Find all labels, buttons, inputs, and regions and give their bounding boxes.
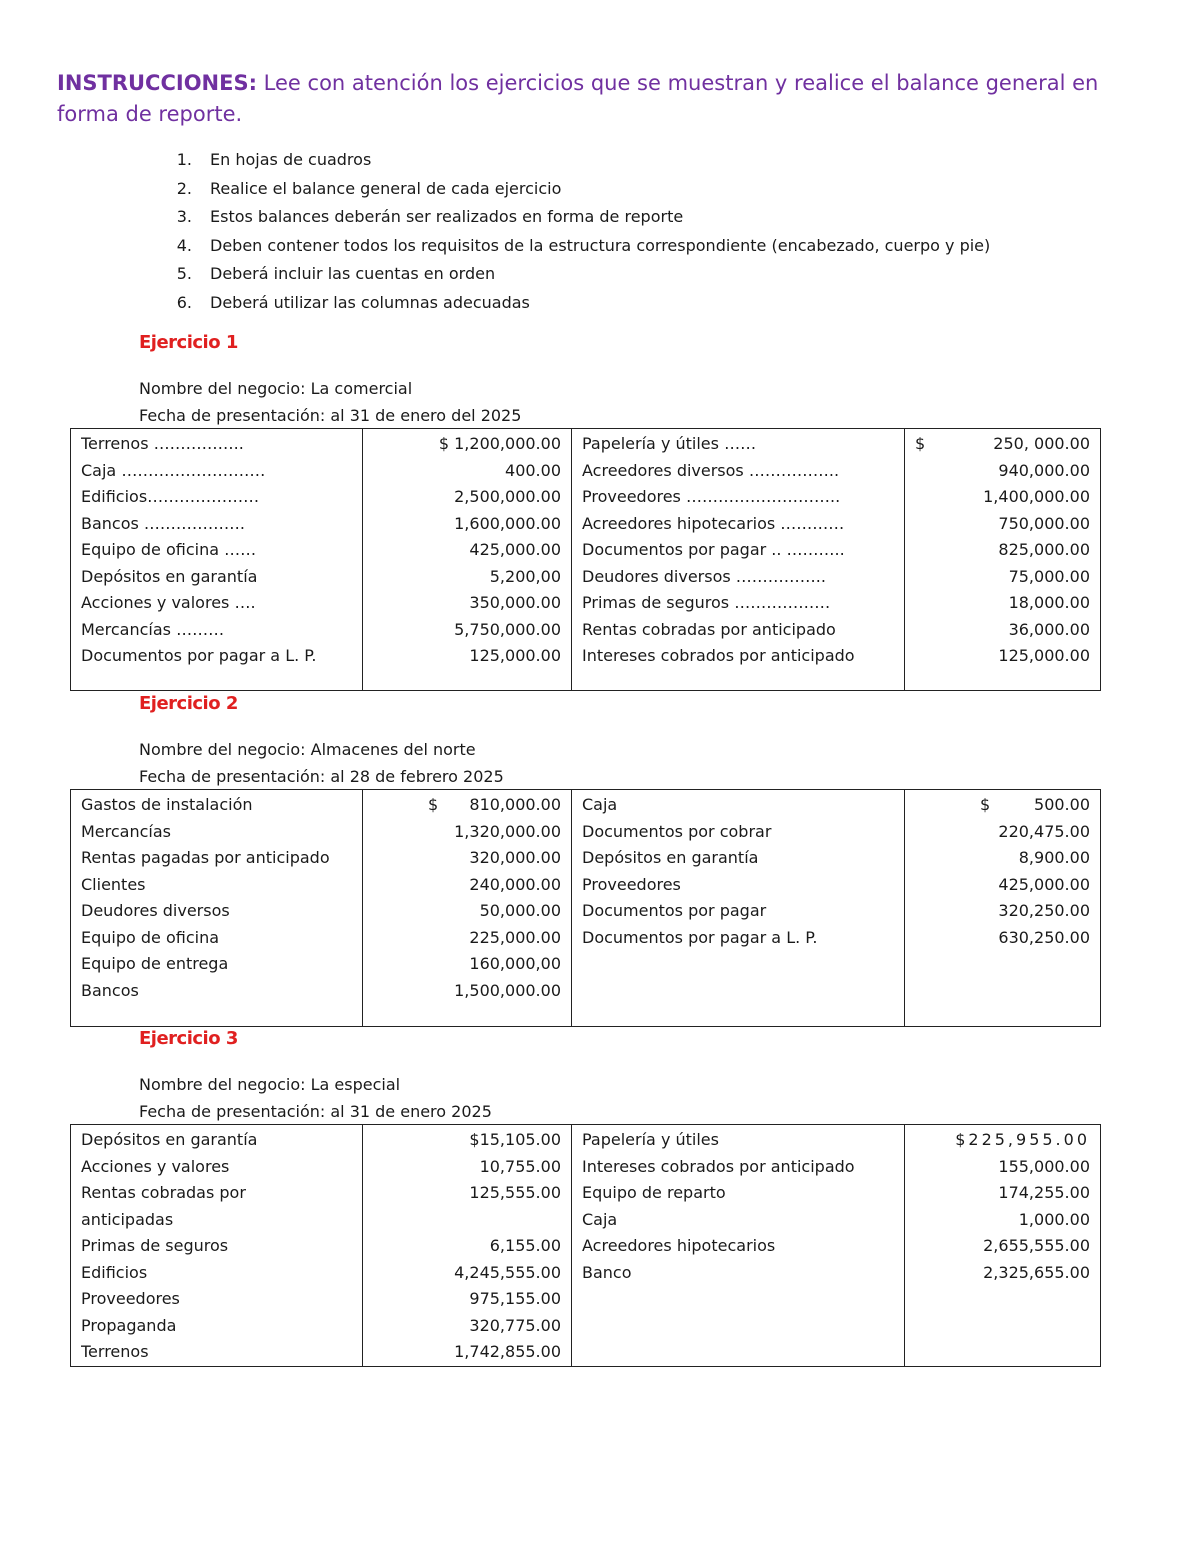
exercise-1-right-accounts: Papelería y útiles …… Acreedores diversos …………….. Proveedores ……………………….. Acreedores hipotecarios ………… Documentos por pagar .. ……….. Deudores diversos …………….. Primas de seguros ……………… Rentas cobradas por anticipado Intereses cobrados por anticipado bbox=[572, 429, 905, 691]
instructions-title bbox=[57, 68, 1117, 130]
list-item: 5. Deberá incluir las cuentas en orden bbox=[176, 264, 496, 284]
exercise-1-left-accounts: Terrenos …………….. Caja ……………………… Edificios………………… Bancos ………………. Equipo de oficina …… Depósitos en garantía Acciones y valores …. Mercancías ……… Documentos por pagar a L. P. bbox=[71, 429, 363, 691]
exercise-3-right-accounts: Papelería y útiles Intereses cobrados por anticipado Equipo de reparto Caja Acreedores hipotecarios Banco bbox=[572, 1125, 905, 1367]
exercise-2-right-amounts: $ 500.00 220,475.00 8,900.00 425,000.00 320,250.00 630,250.00 bbox=[905, 790, 1101, 1027]
list-item: 4. Deben contener todos los requisitos de la estructura correspondiente (encabezado, cuerpo y pie) bbox=[176, 235, 991, 255]
exercise-2-meta bbox=[139, 736, 504, 790]
instructions-text: Lee con atención los ejercicios que se muestran y realice el balance general en forma de reporte. bbox=[57, 71, 1099, 126]
exercise-1-heading: Ejercicio 1 bbox=[139, 332, 238, 353]
exercise-3-right-amounts: $225,955.00 155,000.00 174,255.00 1,000.00 2,655,555.00 2,325,655.00 bbox=[905, 1125, 1101, 1367]
presentation-date: Fecha de presentación: al 31 de enero 2025 bbox=[139, 1102, 492, 1121]
exercise-1-table bbox=[70, 428, 1101, 691]
exercise-1-right-amounts: $ 250, 000.00 940,000.00 1,400,000.00 750,000.00 825,000.00 75,000.00 18,000.00 36,000.00 125,000.00 bbox=[905, 429, 1101, 691]
business-name: Nombre del negocio: La especial bbox=[139, 1075, 401, 1094]
exercise-1-meta bbox=[139, 375, 521, 429]
business-name: Nombre del negocio: Almacenes del norte bbox=[139, 740, 476, 759]
list-item: 1. En hojas de cuadros bbox=[176, 150, 372, 169]
exercise-2-left-accounts: Gastos de instalación Mercancías Rentas pagadas por anticipado Clientes Deudores diversos Equipo de oficina Equipo de entrega Bancos bbox=[71, 790, 363, 1027]
list-item: 6. Deberá utilizar las columnas adecuadas bbox=[176, 292, 530, 312]
business-name: Nombre del negocio: La comercial bbox=[139, 379, 413, 398]
exercise-2-table bbox=[70, 789, 1101, 1027]
exercise-2-left-amounts: $ 810,000.00 1,320,000.00 320,000.00 240,000.00 50,000.00 225,000.00 160,000,00 1,500,000.00 bbox=[363, 790, 572, 1027]
exercise-3-meta bbox=[139, 1071, 492, 1125]
list-item: 2. Realice el balance general de cada ejercicio bbox=[176, 178, 562, 198]
exercise-2-heading: Ejercicio 2 bbox=[139, 693, 238, 714]
exercise-3-left-accounts: Depósitos en garantía Acciones y valores Rentas cobradas por anticipadas Primas de seguros Edificios Proveedores Propaganda Terrenos bbox=[71, 1125, 363, 1367]
instructions-list bbox=[172, 146, 990, 318]
exercise-3-table bbox=[70, 1124, 1101, 1367]
presentation-date: Fecha de presentación: al 31 de enero del 2025 bbox=[139, 406, 522, 425]
exercise-3-left-amounts: $15,105.00 10,755.00 125,555.00 6,155.00 4,245,555.00 975,155.00 320,775.00 1,742,855.00 bbox=[363, 1125, 572, 1367]
presentation-date: Fecha de presentación: al 28 de febrero 2025 bbox=[139, 767, 504, 786]
exercise-1-left-amounts: $ 1,200,000.00 400.00 2,500,000.00 1,600,000.00 425,000.00 5,200,00 350,000.00 5,750,000.00 125,000.00 bbox=[363, 429, 572, 691]
exercise-2-right-accounts: Caja Documentos por cobrar Depósitos en garantía Proveedores Documentos por pagar Documentos por pagar a L. P. bbox=[572, 790, 905, 1027]
exercise-3-heading: Ejercicio 3 bbox=[139, 1028, 238, 1049]
instructions-label: INSTRUCCIONES: bbox=[57, 71, 257, 95]
list-item: 3. Estos balances deberán ser realizados en forma de reporte bbox=[176, 207, 684, 227]
